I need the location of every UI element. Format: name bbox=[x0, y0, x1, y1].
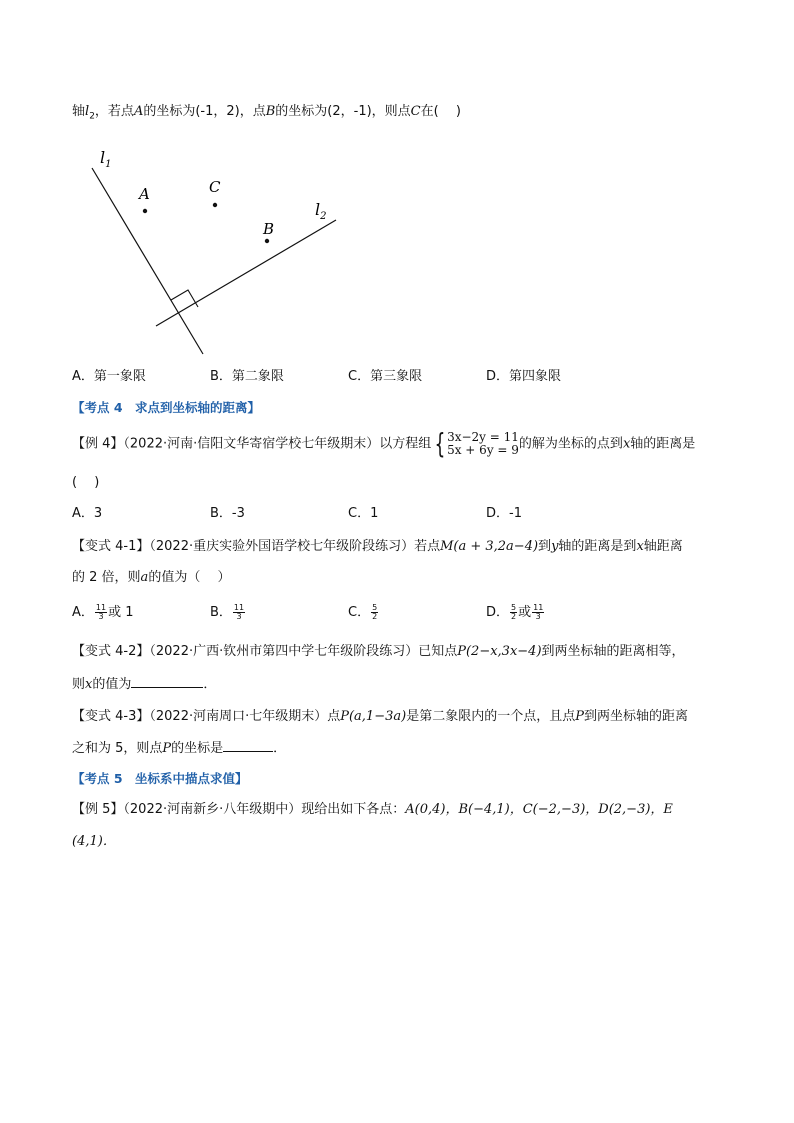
point-c-label: C bbox=[410, 104, 421, 119]
option-a bbox=[72, 604, 134, 622]
option-c bbox=[348, 604, 379, 622]
point-p: P bbox=[575, 709, 584, 724]
var-a: a bbox=[140, 570, 149, 585]
text: 的解为坐标的点到 bbox=[518, 436, 623, 452]
numerator: 11 bbox=[95, 603, 107, 612]
point-a-label: A bbox=[133, 104, 144, 119]
var-x: x bbox=[636, 539, 644, 554]
option-c: C．第三象限 bbox=[348, 369, 423, 384]
text: 到 bbox=[538, 539, 552, 554]
example-tag: 【例 5】 bbox=[72, 802, 124, 817]
text: 轴的距离是 bbox=[630, 436, 696, 452]
point-p: P(2−x,3x−4) bbox=[457, 644, 542, 659]
text: 到两坐标轴的距离相等， bbox=[541, 644, 685, 659]
fraction bbox=[532, 604, 544, 621]
text: 的坐标为(-1，2)，点 bbox=[143, 104, 266, 119]
source: （2022·河南新乡·八年级期中）现给出如下各点： bbox=[123, 802, 406, 817]
label-b: B bbox=[263, 220, 275, 238]
variant43-line2 bbox=[72, 739, 286, 758]
point-c bbox=[213, 203, 217, 207]
section-heading-kaodian4: 【考点 4 求点到坐标轴的距离】 bbox=[72, 400, 261, 415]
text: ． bbox=[203, 677, 217, 692]
brace: { bbox=[434, 427, 446, 460]
text: 的值为 bbox=[92, 677, 132, 692]
geometry-figure bbox=[70, 140, 360, 360]
point-e-coords: (4,1)． bbox=[72, 834, 116, 849]
denominator: 3 bbox=[98, 612, 104, 621]
text: 在( ) bbox=[420, 104, 461, 119]
option-a: A．3 bbox=[72, 506, 103, 521]
label-l1: $l_1$ bbox=[100, 148, 112, 170]
line-l2 bbox=[156, 220, 336, 326]
example-tag: 【例 4】 bbox=[72, 436, 124, 452]
variant42-line1 bbox=[72, 643, 685, 661]
variant42-line2 bbox=[72, 675, 216, 694]
text: 的 2 倍，则 bbox=[72, 570, 141, 585]
variant-tag: 【变式 4-3】 bbox=[72, 709, 150, 724]
text: 的坐标是 bbox=[171, 741, 224, 756]
option-prefix: D． bbox=[486, 605, 510, 620]
text: 是第二象限内的一个点，且点 bbox=[406, 709, 576, 724]
text: ，若点 bbox=[94, 104, 134, 119]
text: ． bbox=[273, 741, 287, 756]
point-m: M(a + 3,2a−4) bbox=[440, 539, 539, 554]
option-b: B．-3 bbox=[210, 506, 245, 521]
l2-symbol: l bbox=[85, 104, 90, 119]
source: （2022·广西·钦州市第四中学七年级阶段练习）已知点 bbox=[149, 644, 458, 659]
option-prefix: C． bbox=[348, 605, 371, 620]
variant-tag: 【变式 4-1】 bbox=[72, 539, 150, 554]
label-c: C bbox=[209, 178, 221, 196]
points-list: A(0,4)，B(−4,1)，C(−2,−3)，D(2,−3)，E bbox=[405, 802, 673, 817]
example5-line2 bbox=[72, 833, 116, 851]
l2-subscript: 2 bbox=[89, 111, 95, 122]
option-prefix: B． bbox=[210, 605, 232, 620]
option-b bbox=[210, 604, 246, 622]
example5-line1 bbox=[72, 801, 673, 819]
equation-system bbox=[447, 431, 519, 457]
point-p: P bbox=[162, 741, 172, 756]
option-suffix: 或 1 bbox=[108, 605, 134, 620]
question-stem-line bbox=[72, 103, 461, 126]
equation-2: 5x + 6y = 9 bbox=[447, 443, 519, 457]
label-l2: $l_2$ bbox=[315, 200, 327, 222]
denominator: 3 bbox=[535, 612, 541, 621]
answer-blank[interactable] bbox=[131, 675, 203, 688]
option-c: C．1 bbox=[348, 506, 379, 521]
text: 之和为 5，则点 bbox=[72, 741, 163, 756]
text: 到两坐标轴的距离 bbox=[583, 709, 688, 724]
example4-stem bbox=[72, 427, 696, 460]
text: 的值为（ ） bbox=[148, 570, 231, 585]
point-p: P(a,1−3a) bbox=[340, 709, 407, 724]
fraction bbox=[95, 604, 107, 621]
option-d: D．第四象限 bbox=[486, 369, 562, 384]
point-b-label: B bbox=[265, 104, 276, 119]
option-d bbox=[486, 604, 545, 622]
numerator: 5 bbox=[372, 603, 378, 612]
text: 轴的距离是到 bbox=[558, 539, 637, 554]
example4-paren: ( ) bbox=[72, 475, 100, 490]
equation-1: 3x−2y = 11 bbox=[447, 430, 519, 444]
variant41-line2 bbox=[72, 569, 230, 587]
var-x: x bbox=[85, 677, 93, 692]
variant-tag: 【变式 4-2】 bbox=[72, 644, 150, 659]
text: 的坐标为(2，-1)，则点 bbox=[275, 104, 411, 119]
var-y: y bbox=[551, 539, 559, 554]
answer-blank[interactable] bbox=[223, 739, 273, 752]
option-a: A．第一象限 bbox=[72, 369, 146, 384]
right-angle-mark bbox=[171, 290, 198, 307]
denominator: 3 bbox=[236, 612, 242, 621]
source: （2022·河南周口·七年级期末）点 bbox=[149, 709, 341, 724]
option-prefix: A． bbox=[72, 605, 94, 620]
point-b bbox=[265, 239, 269, 243]
denominator: 2 bbox=[511, 612, 517, 621]
option-d: D．-1 bbox=[486, 506, 522, 521]
var-x: x bbox=[622, 436, 631, 452]
denominator: 2 bbox=[372, 612, 378, 621]
label-a: A bbox=[139, 185, 150, 203]
text: 轴 bbox=[72, 104, 86, 119]
numerator: 11 bbox=[533, 603, 544, 612]
fraction bbox=[510, 604, 517, 621]
fraction bbox=[233, 604, 245, 621]
option-b: B．第二象限 bbox=[210, 369, 284, 384]
numerator: 5 bbox=[511, 603, 517, 612]
source: （2022·重庆实验外国语学校七年级阶段练习）若点 bbox=[149, 539, 441, 554]
source: （2022·河南·信阳文华寄宿学校七年级期末）以方程组 bbox=[123, 436, 432, 452]
text: 轴距离 bbox=[643, 539, 683, 554]
text: 则 bbox=[72, 677, 86, 692]
section-heading-kaodian5: 【考点 5 坐标系中描点求值】 bbox=[72, 771, 248, 786]
point-a bbox=[143, 209, 147, 213]
option-or: 或 bbox=[518, 605, 532, 620]
fraction bbox=[371, 604, 378, 621]
numerator: 11 bbox=[233, 603, 245, 612]
variant41-line1 bbox=[72, 538, 683, 556]
variant43-line1 bbox=[72, 708, 688, 726]
